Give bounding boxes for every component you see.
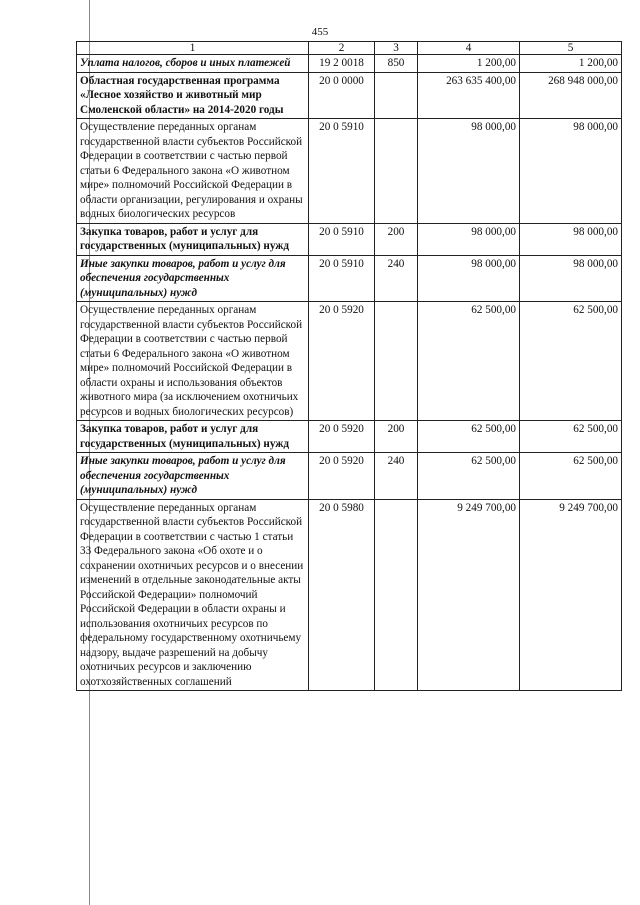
row-code-cell: 20 0 5980 (309, 499, 375, 691)
row-name-cell: Осуществление переданных органам государственной власти субъектов Российской Федерации в соответствии с частью первой статьи 6 Федерального закона «О животном мире» полномочий Российской Федерации в области организации, регулирования и охраны водных биологических ресурсов (77, 119, 309, 224)
row-name-cell: Осуществление переданных органам государственной власти субъектов Российской Федерации в соответствии с частью первой статьи 6 Федерального закона «О животном мире» полномочий Российской Федерации в области охраны и использования объектов животного мира (за исключением охотничьих ресурсов и водных биологических ресурсов) (77, 302, 309, 421)
row-amount-2014-cell: 98 000,00 (418, 119, 520, 224)
row-code-cell: 20 0 5910 (309, 223, 375, 255)
page-number: 455 (311, 26, 329, 38)
row-amount-2015-cell: 1 200,00 (520, 55, 622, 73)
row-name-cell: Осуществление переданных органам государственной власти субъектов Российской Федерации в соответствии с частью 1 статьи 33 Федерального закона «Об охоте и о сохранении охотничьих ресурсов и о внесении изменений в отдельные законодательные акты Российской Федерации» полномочий Российской Федерации в области охраны и использования охотничьих ресурсов по федеральному государственному охотничьему надзору, выдаче разрешений на добычу охотничьих ресурсов и заключению охотхозяйственных соглашений (77, 499, 309, 691)
table-row (77, 302, 622, 421)
table-header-row (77, 42, 622, 55)
row-type-cell: 240 (375, 255, 418, 302)
row-code-cell: 20 0 0000 (309, 72, 375, 119)
row-code-cell: 19 2 0018 (309, 55, 375, 73)
row-name-cell: Закупка товаров, работ и услуг для государственных (муниципальных) нужд (77, 223, 309, 255)
budget-table (76, 41, 622, 691)
row-name-cell: Уплата налогов, сборов и иных платежей (77, 55, 309, 73)
row-code-cell: 20 0 5920 (309, 453, 375, 500)
column-header-1: 1 (77, 42, 309, 55)
row-amount-2015-cell: 62 500,00 (520, 302, 622, 421)
column-header-2: 2 (309, 42, 375, 55)
row-type-cell: 240 (375, 453, 418, 500)
row-type-cell: 200 (375, 223, 418, 255)
row-amount-2014-cell: 98 000,00 (418, 255, 520, 302)
row-amount-2015-cell: 98 000,00 (520, 255, 622, 302)
row-amount-2015-cell: 62 500,00 (520, 453, 622, 500)
row-name-cell: Иные закупки товаров, работ и услуг для обеспечения государственных (муниципальных) нужд (77, 255, 309, 302)
table-row (77, 421, 622, 453)
row-amount-2015-cell: 268 948 000,00 (520, 72, 622, 119)
row-type-cell (375, 499, 418, 691)
table-row (77, 223, 622, 255)
row-name-cell: Закупка товаров, работ и услуг для государственных (муниципальных) нужд (77, 421, 309, 453)
row-amount-2015-cell: 98 000,00 (520, 119, 622, 224)
table-row (77, 72, 622, 119)
row-amount-2014-cell: 62 500,00 (418, 421, 520, 453)
row-amount-2015-cell: 62 500,00 (520, 421, 622, 453)
row-code-cell: 20 0 5920 (309, 421, 375, 453)
row-amount-2014-cell: 98 000,00 (418, 223, 520, 255)
row-amount-2014-cell: 62 500,00 (418, 302, 520, 421)
row-amount-2014-cell: 263 635 400,00 (418, 72, 520, 119)
table-row (77, 55, 622, 73)
column-header-5: 5 (520, 42, 622, 55)
row-name-cell: Иные закупки товаров, работ и услуг для обеспечения государственных (муниципальных) нужд (77, 453, 309, 500)
table-row (77, 453, 622, 500)
column-header-3: 3 (375, 42, 418, 55)
row-type-cell: 850 (375, 55, 418, 73)
row-amount-2015-cell: 98 000,00 (520, 223, 622, 255)
row-amount-2015-cell: 9 249 700,00 (520, 499, 622, 691)
row-code-cell: 20 0 5920 (309, 302, 375, 421)
row-code-cell: 20 0 5910 (309, 255, 375, 302)
row-amount-2014-cell: 62 500,00 (418, 453, 520, 500)
row-amount-2014-cell: 1 200,00 (418, 55, 520, 73)
table-row (77, 119, 622, 224)
table-row (77, 499, 622, 691)
row-type-cell (375, 302, 418, 421)
table-row (77, 255, 622, 302)
row-code-cell: 20 0 5910 (309, 119, 375, 224)
row-type-cell (375, 72, 418, 119)
row-name-cell: Областная государственная программа «Лесное хозяйство и животный мир Смоленской области» на 2014-2020 годы (77, 72, 309, 119)
row-amount-2014-cell: 9 249 700,00 (418, 499, 520, 691)
row-type-cell: 200 (375, 421, 418, 453)
row-type-cell (375, 119, 418, 224)
column-header-4: 4 (418, 42, 520, 55)
